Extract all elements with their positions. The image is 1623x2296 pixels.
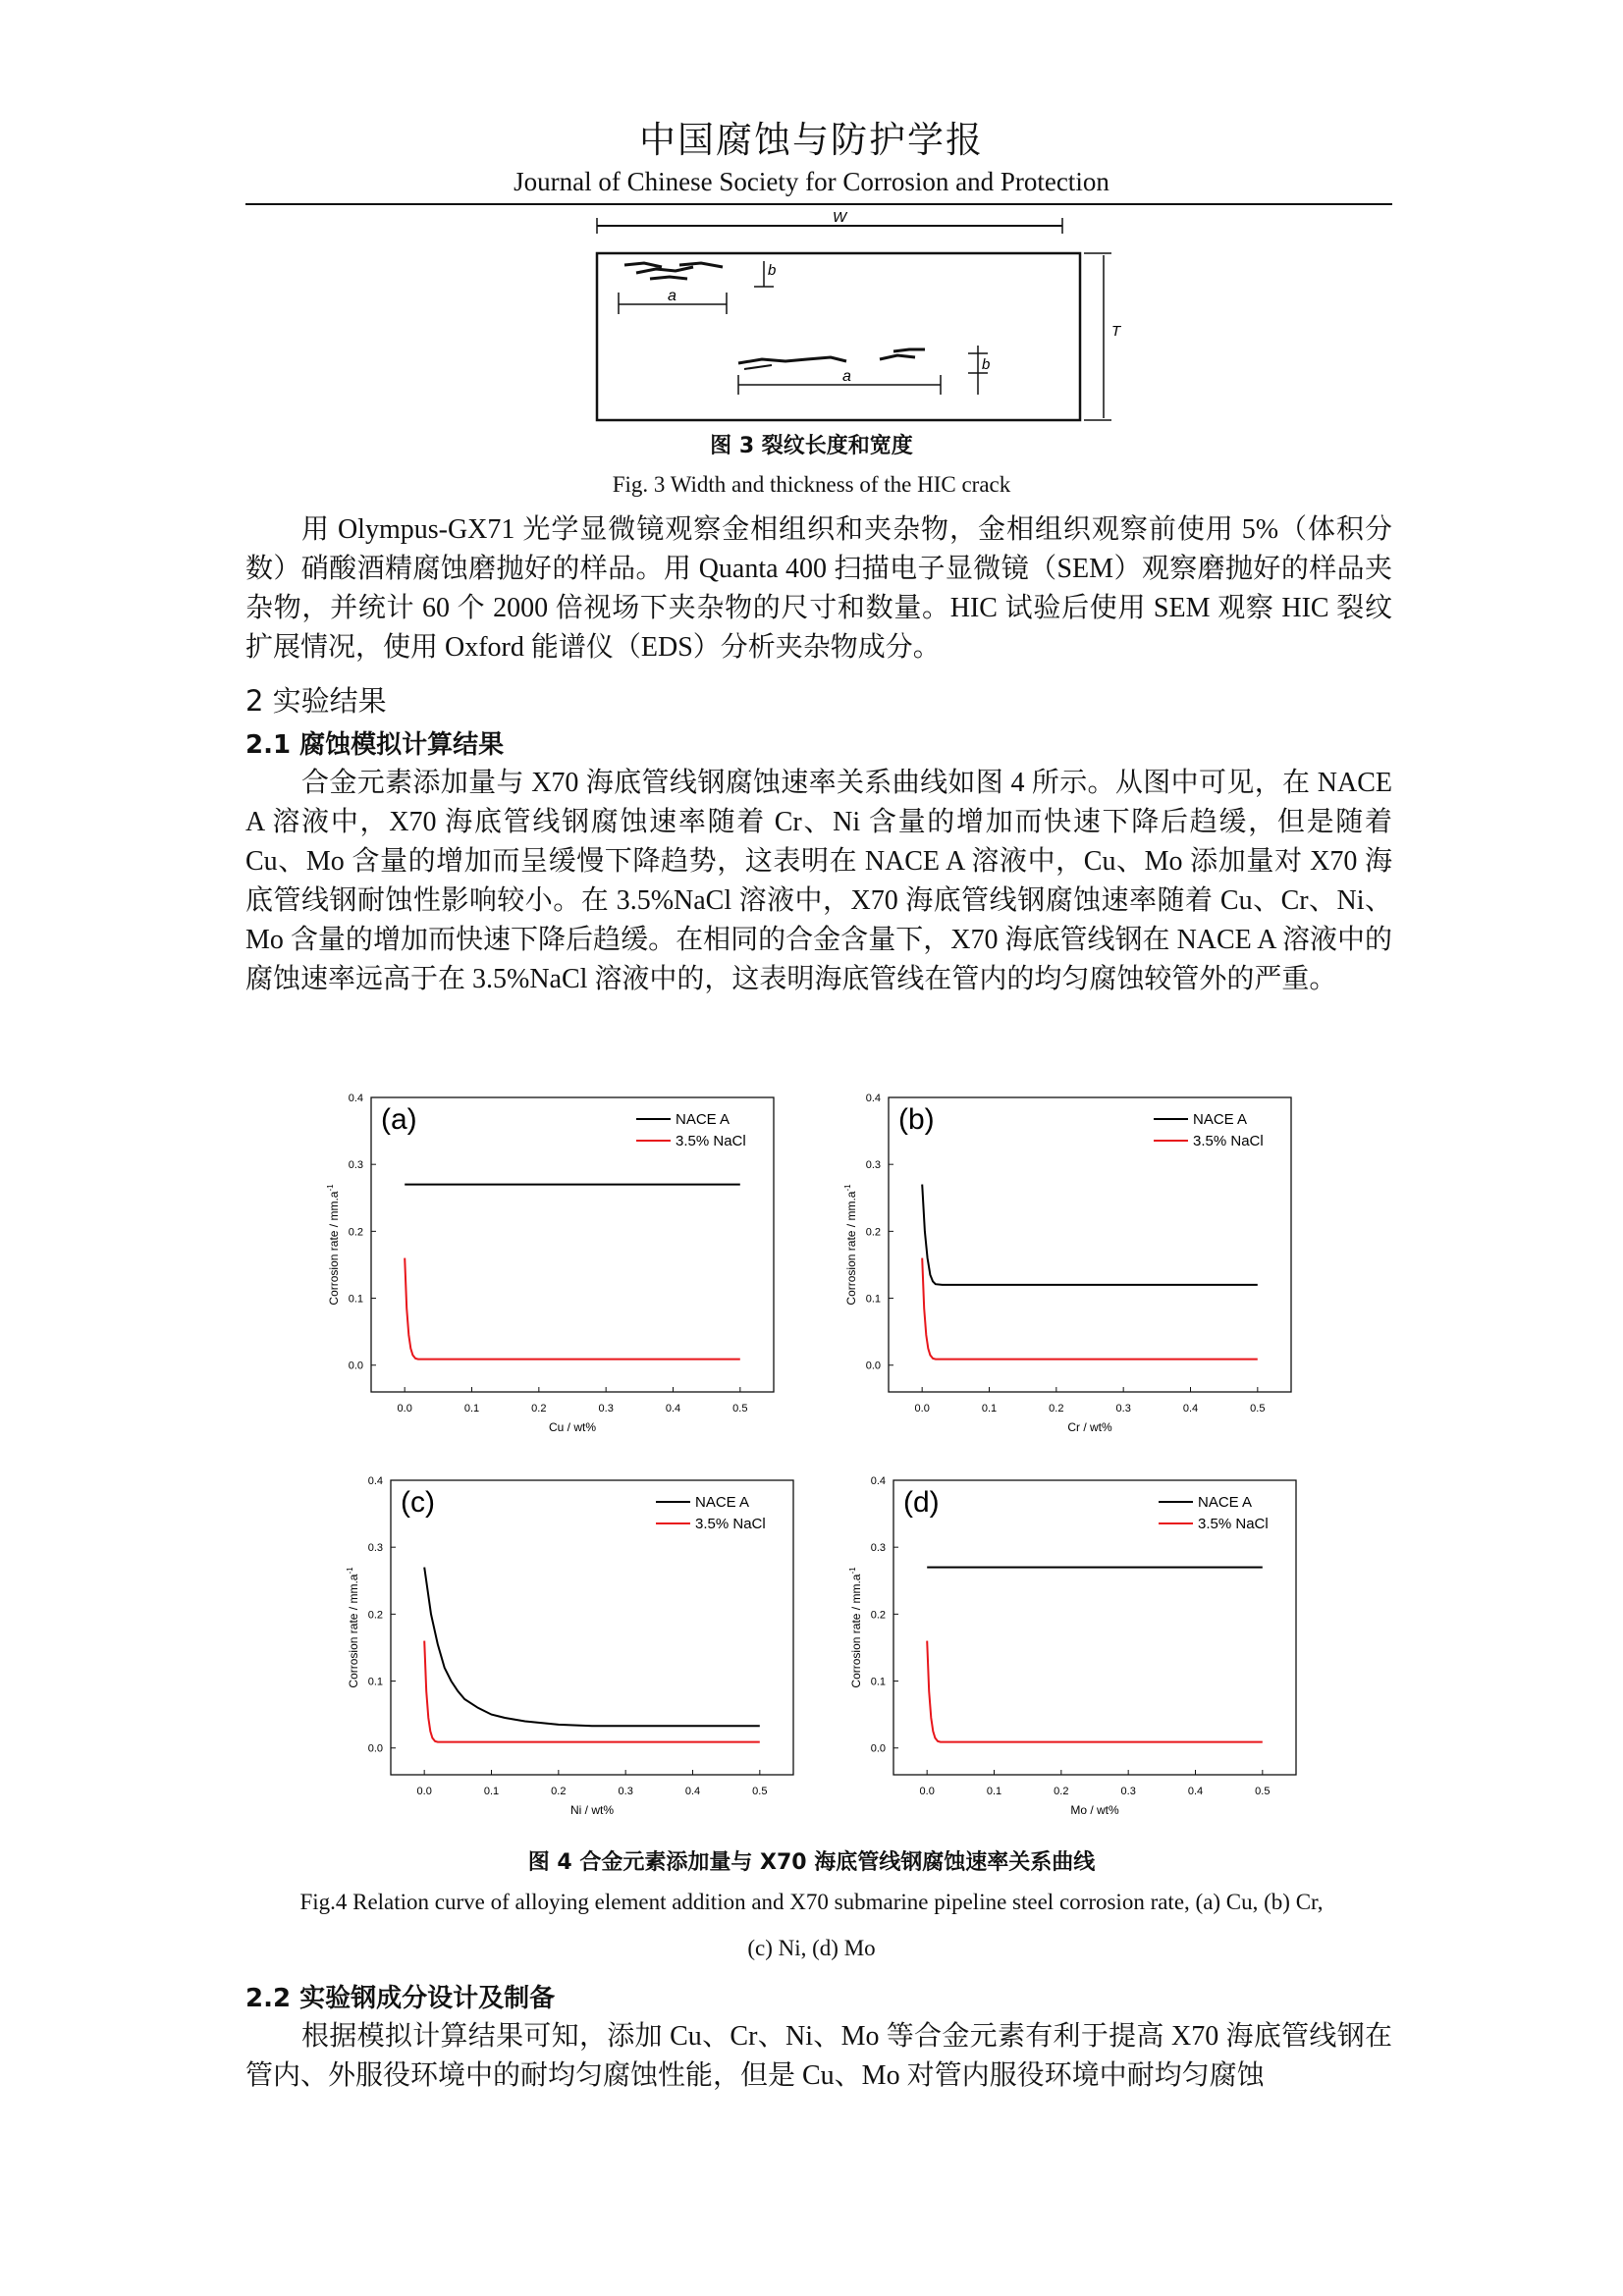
x-tick-label: 0.0 bbox=[914, 1403, 930, 1415]
x-tick-label: 0.3 bbox=[598, 1403, 614, 1415]
y-tick-label: 0.1 bbox=[367, 1676, 383, 1688]
y-axis-label: Corrosion rate / $mm.a^{-1}$ bbox=[843, 1184, 858, 1306]
section-2-heading: 2 实验结果 bbox=[245, 684, 387, 718]
y-tick-label: 0.1 bbox=[865, 1293, 881, 1306]
y-tick-label: 0.1 bbox=[870, 1676, 886, 1688]
legend-label: NACE A bbox=[695, 1494, 750, 1511]
x-tick-label: 0.1 bbox=[986, 1786, 1002, 1797]
x-tick-label: 0.3 bbox=[1120, 1786, 1136, 1797]
y-tick-label: 0.3 bbox=[348, 1159, 363, 1172]
x-tick-label: 0.4 bbox=[684, 1786, 701, 1797]
figure3-crack-diagram bbox=[585, 208, 1121, 424]
x-axis-label: Mo / wt% bbox=[1070, 1803, 1119, 1817]
figure3-caption-en: Fig. 3 Width and thickness of the HIC crack bbox=[612, 472, 1011, 497]
y-axis-label-superscript: -1 bbox=[848, 1567, 857, 1575]
y-axis-label: Corrosion rate / $mm.a^{-1}$ bbox=[326, 1184, 341, 1306]
chart-d-mo bbox=[835, 1468, 1322, 1828]
x-tick-label: 0.3 bbox=[1115, 1403, 1131, 1415]
section-2-1-heading: 2.1 腐蚀模拟计算结果 bbox=[245, 730, 505, 760]
x-axis-label: Cu / wt% bbox=[548, 1420, 597, 1434]
series-line-nacl bbox=[922, 1258, 1258, 1360]
paragraph-results: 合金元素添加量与 X70 海底管线钢腐蚀速率关系曲线如图 4 所示。从图中可见，在 NACE A 溶液中，X70 海底管线钢腐蚀速率随着 Cr、Ni 含量的增加而快速下降后趋缓，但是随着 Cu、Mo 含量的增加而呈缓慢下降趋势，这表明在 NACE A 溶液中，Cu、Mo 添加量对 X70 海底管线钢耐蚀性影响较小。在 3.5%NaCl 溶液中，X70 海底管线钢腐蚀速率随着 Cu、Cr、Ni、Mo 含量的增加而快速下降后趋缓。在相同的合金含量下，X70 海底管线钢在 NACE A 溶液中的腐蚀速率远高于在 3.5%NaCl 溶液中的，这表明海底管线在管内的均匀腐蚀较管外的严重。 bbox=[245, 768, 1392, 994]
x-tick-label: 0.4 bbox=[1182, 1403, 1199, 1415]
y-axis-label-superscript: -1 bbox=[326, 1184, 335, 1192]
y-tick-label: 0.2 bbox=[348, 1226, 363, 1239]
journal-title-cn: 中国腐蚀与防护学报 bbox=[639, 119, 984, 161]
y-axis-label: Corrosion rate / $mm.a^{-1}$ bbox=[848, 1567, 863, 1688]
y-tick-label: 0.0 bbox=[367, 1742, 383, 1755]
y-axis-label: Corrosion rate / $mm.a^{-1}$ bbox=[346, 1567, 360, 1688]
panel-label: (b) bbox=[898, 1103, 935, 1136]
legend-label: NACE A bbox=[1198, 1494, 1253, 1511]
paragraph-design: 根据模拟计算结果可知，添加 Cu、Cr、Ni、Mo 等合金元素有利于提高 X70 海底管线钢在管内、外服役环境中的耐均匀腐蚀性能，但是 Cu、Mo 对管内服役环境中耐均匀腐蚀 bbox=[245, 2021, 1392, 2091]
chart-b-cr bbox=[830, 1086, 1317, 1445]
x-tick-label: 0.5 bbox=[732, 1403, 748, 1415]
series-line-nacl bbox=[927, 1641, 1263, 1742]
y-tick-label: 0.3 bbox=[870, 1542, 886, 1555]
label-b2: b bbox=[982, 356, 991, 373]
y-tick-label: 0.2 bbox=[870, 1609, 886, 1622]
section-2-2-heading: 2.2 实验钢成分设计及制备 bbox=[245, 1984, 556, 2013]
legend-label: NACE A bbox=[676, 1111, 730, 1128]
label-t: T bbox=[1111, 323, 1121, 340]
figure4-caption-cn: 图 4 合金元素添加量与 X70 海底管线钢腐蚀速率关系曲线 bbox=[527, 1850, 1096, 1875]
series-line-nace-a bbox=[424, 1568, 760, 1727]
series-line-nacl bbox=[405, 1258, 740, 1360]
legend-label: 3.5% NaCl bbox=[1198, 1516, 1269, 1532]
figure4-caption-en-line2: (c) Ni, (d) Mo bbox=[747, 1936, 876, 1960]
header-rule bbox=[245, 203, 1392, 205]
x-tick-label: 0.0 bbox=[397, 1403, 412, 1415]
label-w: W bbox=[833, 209, 847, 226]
label-a1: a bbox=[668, 288, 676, 304]
y-tick-label: 0.4 bbox=[348, 1093, 363, 1104]
y-axis-label-superscript: -1 bbox=[843, 1184, 852, 1192]
figure4-caption-en-line1: Fig.4 Relation curve of alloying element addition and X70 submarine pipeline steel corrosion rate, (a) Cu, (b) Cr, bbox=[299, 1890, 1324, 1914]
legend-label: 3.5% NaCl bbox=[1193, 1133, 1264, 1149]
y-axis-label-superscript: -1 bbox=[346, 1567, 354, 1575]
x-tick-label: 0.1 bbox=[483, 1786, 500, 1797]
y-tick-label: 0.0 bbox=[870, 1742, 886, 1755]
y-tick-label: 0.4 bbox=[870, 1475, 886, 1487]
x-tick-label: 0.2 bbox=[1054, 1786, 1069, 1797]
x-tick-label: 0.4 bbox=[665, 1403, 681, 1415]
x-tick-label: 0.5 bbox=[1255, 1786, 1271, 1797]
journal-title-en: Journal of Chinese Society for Corrosion and Protection bbox=[514, 167, 1109, 196]
y-tick-label: 0.3 bbox=[367, 1542, 383, 1555]
x-axis-label: Cr / wt% bbox=[1067, 1420, 1112, 1434]
x-axis-label: Ni / wt% bbox=[569, 1803, 615, 1817]
x-tick-label: 0.1 bbox=[463, 1403, 480, 1415]
y-tick-label: 0.4 bbox=[367, 1475, 383, 1487]
y-tick-label: 0.4 bbox=[865, 1093, 881, 1104]
figure3-caption-cn: 图 3 裂纹长度和宽度 bbox=[710, 434, 913, 458]
x-tick-label: 0.2 bbox=[551, 1786, 567, 1797]
label-a2: a bbox=[842, 368, 851, 385]
x-tick-label: 0.2 bbox=[1049, 1403, 1064, 1415]
y-tick-label: 0.1 bbox=[348, 1293, 363, 1306]
x-tick-label: 0.4 bbox=[1187, 1786, 1204, 1797]
panel-label: (d) bbox=[903, 1486, 940, 1519]
legend-label: 3.5% NaCl bbox=[676, 1133, 746, 1149]
panel-label: (c) bbox=[401, 1486, 435, 1519]
x-tick-label: 0.5 bbox=[752, 1786, 768, 1797]
panel-label: (a) bbox=[381, 1103, 417, 1136]
y-tick-label: 0.0 bbox=[348, 1360, 363, 1372]
y-tick-label: 0.3 bbox=[865, 1159, 881, 1172]
chart-c-ni bbox=[332, 1468, 819, 1828]
x-tick-label: 0.0 bbox=[416, 1786, 432, 1797]
label-b1: b bbox=[768, 262, 777, 279]
y-tick-label: 0.0 bbox=[865, 1360, 881, 1372]
x-tick-label: 0.3 bbox=[618, 1786, 633, 1797]
legend-label: 3.5% NaCl bbox=[695, 1516, 766, 1532]
x-tick-label: 0.0 bbox=[919, 1786, 935, 1797]
x-tick-label: 0.1 bbox=[981, 1403, 998, 1415]
series-line-nace-a bbox=[922, 1185, 1258, 1285]
y-tick-label: 0.2 bbox=[367, 1609, 383, 1622]
x-tick-label: 0.2 bbox=[531, 1403, 547, 1415]
x-tick-label: 0.5 bbox=[1250, 1403, 1266, 1415]
legend-label: NACE A bbox=[1193, 1111, 1248, 1128]
chart-a-cu bbox=[312, 1086, 799, 1445]
paragraph-methods: 用 Olympus-GX71 光学显微镜观察金相组织和夹杂物，金相组织观察前使用 5%（体积分数）硝酸酒精腐蚀磨抛好的样品。用 Quanta 400 扫描电子显微镜（SEM）观察磨抛好的样品夹杂物，并统计 60 个 2000 倍视场下夹杂物的尺寸和数量。HIC 试验后使用 SEM 观察 HIC 裂纹扩展情况，使用 Oxford 能谱仪（EDS）分析夹杂物成分。 bbox=[245, 514, 1392, 663]
y-tick-label: 0.2 bbox=[865, 1226, 881, 1239]
